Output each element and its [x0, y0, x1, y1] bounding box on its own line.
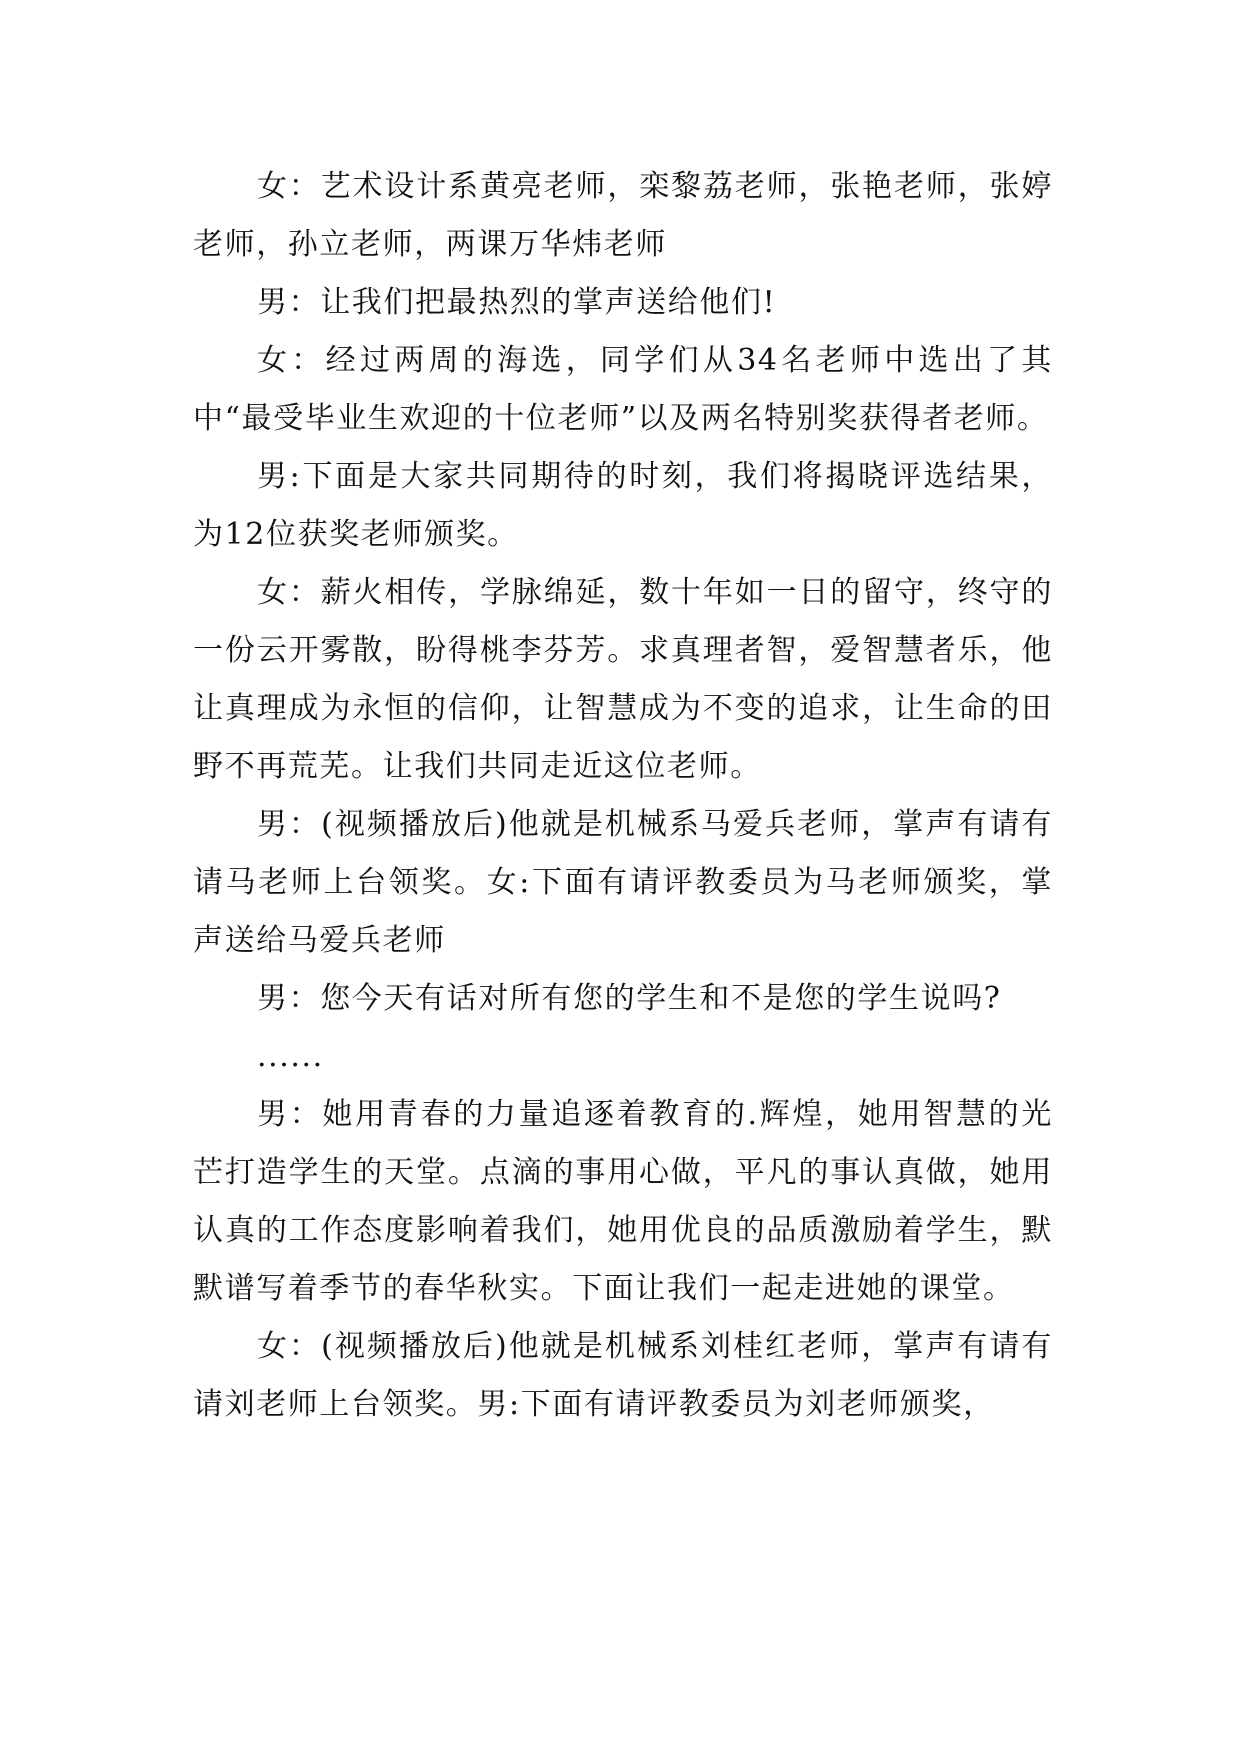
- paragraph: 男:下面是大家共同期待的时刻，我们将揭晓评选结果，为12位获奖老师颁奖。: [193, 459, 1053, 552]
- ellipsis-line: ......: [257, 1039, 324, 1074]
- paragraph: 女：艺术设计系黄亮老师，栾黎荔老师，张艳老师，张婷老师，孙立老师，两课万华炜老师: [193, 169, 1053, 262]
- paragraph: 男：您今天有话对所有您的学生和不是您的学生说吗?: [257, 981, 1002, 1016]
- paragraph: 男：她用青春的力量追逐着教育的.辉煌，她用智慧的光芒打造学生的天堂。点滴的事用心做，平凡的事认真做，她用认真的工作态度影响着我们，她用优良的品质激励着学生，默默谱写着季节的春华秋实。下面让我们一起走进她的课堂。: [193, 1097, 1053, 1306]
- paragraph: 男：(视频播放后)他就是机械系马爱兵老师，掌声有请有请马老师上台领奖。女:下面有请评教委员为马老师颁奖，掌声送给马爱兵老师: [193, 807, 1053, 958]
- paragraph: 女：(视频播放后)他就是机械系刘桂红老师，掌声有请有请刘老师上台领奖。男:下面有请评教委员为刘老师颁奖，: [193, 1329, 1053, 1422]
- document-body: [193, 158, 1053, 1434]
- paragraph: 男：让我们把最热烈的掌声送给他们!: [257, 285, 777, 320]
- paragraph: 女：经过两周的海选，同学们从34名老师中选出了其中“最受毕业生欢迎的十位老师”以及两名特别奖获得者老师。: [193, 343, 1053, 436]
- paragraph: 女：薪火相传，学脉绵延，数十年如一日的留守，终守的一份云开雾散，盼得桃李芬芳。求真理者智，爱智慧者乐，他让真理成为永恒的信仰，让智慧成为不变的追求，让生命的田野不再荒芜。让我们共同走近这位老师。: [193, 575, 1053, 784]
